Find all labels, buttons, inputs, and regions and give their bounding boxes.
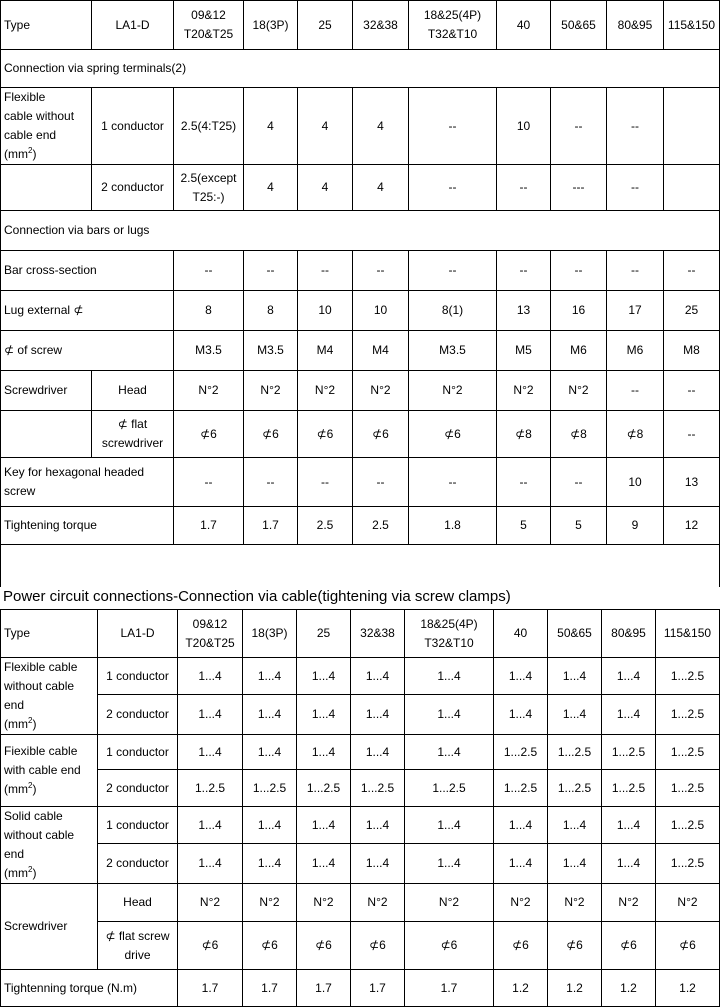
- table-cell: M3.5: [244, 331, 298, 371]
- table-cell: --: [607, 165, 664, 211]
- model-header: LA1-D: [98, 610, 178, 658]
- table-cell: N°2: [548, 884, 602, 922]
- blank-row: [1, 545, 720, 587]
- torque-label: Tightening torque: [1, 507, 174, 545]
- table-cell: 4: [298, 88, 353, 165]
- table-cell: 1...4: [602, 807, 656, 844]
- table-cell: ⊄6: [602, 922, 656, 970]
- table-cell: N°2: [656, 884, 720, 922]
- table-row: [1, 658, 720, 695]
- table-cell: 1...4: [178, 695, 243, 735]
- row-sub-label: 2 conductor: [98, 770, 178, 807]
- table-cell: N°2: [297, 884, 351, 922]
- table-cell: --: [353, 458, 409, 507]
- table-cell: N°2: [494, 884, 548, 922]
- table-cell: ⊄8: [551, 411, 607, 458]
- table-cell: 1...4: [297, 658, 351, 695]
- table-cell: 1...4: [178, 658, 243, 695]
- header-row: [1, 1, 720, 50]
- table-cell: 10: [298, 291, 353, 331]
- table-cell: --: [497, 251, 551, 291]
- table-cell: 1...4: [494, 844, 548, 884]
- row-sub-label: 2 conductor: [98, 695, 178, 735]
- table-cell: ⊄6: [297, 922, 351, 970]
- column-header: 18&25(4P) T32&T10: [405, 610, 494, 658]
- table-cell: 4: [298, 165, 353, 211]
- table-cell: --: [409, 165, 497, 211]
- table-cell: 1...4: [297, 844, 351, 884]
- column-header: 50&65: [548, 610, 602, 658]
- table-cell: N°2: [243, 884, 297, 922]
- table-cell: 1.7: [297, 970, 351, 1007]
- torque-label: Tightenning torque (N.m): [1, 970, 178, 1007]
- column-header: 18&25(4P) T32&T10: [409, 1, 497, 50]
- table-row: [1, 807, 720, 844]
- table-cell: 1...4: [243, 695, 297, 735]
- table-cell: ⊄6: [178, 922, 243, 970]
- table-cell: 1.2: [656, 970, 720, 1007]
- table-cell: 1.2: [548, 970, 602, 1007]
- table-cell: --: [551, 88, 607, 165]
- table-row: [1, 371, 720, 411]
- table-cell: M3.5: [174, 331, 244, 371]
- table-row: [1, 411, 720, 458]
- row-sub-label: 2 conductor: [98, 844, 178, 884]
- table-cell: 1...4: [351, 844, 405, 884]
- table-cell: 1...4: [351, 695, 405, 735]
- table-cell: 2.5: [298, 507, 353, 545]
- table-cell: 1...4: [405, 695, 494, 735]
- table-cell: 1...4: [297, 735, 351, 770]
- section-bars-title: Connection via bars or lugs: [1, 211, 720, 251]
- row-sub-label: 1 conductor: [92, 88, 174, 165]
- table-cell: 1...4: [297, 695, 351, 735]
- table-cell: N°2: [174, 371, 244, 411]
- table-cell: 1...4: [351, 658, 405, 695]
- table-cell: --: [244, 458, 298, 507]
- table-cell: --: [664, 251, 720, 291]
- table-cell: --: [551, 251, 607, 291]
- table-cell: --: [409, 251, 497, 291]
- table-cell: N°2: [405, 884, 494, 922]
- row-sub-label: Head: [92, 371, 174, 411]
- table-cell: N°2: [353, 371, 409, 411]
- table-cell: 1.7: [405, 970, 494, 1007]
- table-cell: 1...4: [548, 695, 602, 735]
- table-cell: ⊄8: [607, 411, 664, 458]
- table-cell: 1...2.5: [548, 735, 602, 770]
- table-row: [1, 922, 720, 970]
- table-cell: 1...4: [405, 844, 494, 884]
- table-cell: ---: [551, 165, 607, 211]
- table-row: [1, 507, 720, 545]
- column-header: 80&95: [607, 1, 664, 50]
- table-cell: 8: [174, 291, 244, 331]
- table-row: [1, 165, 720, 211]
- table-cell: ⊄6: [244, 411, 298, 458]
- column-header: 40: [494, 610, 548, 658]
- table-cell: 10: [353, 291, 409, 331]
- table-cell: --: [174, 458, 244, 507]
- column-header: 18(3P): [244, 1, 298, 50]
- table-cell: 1.2: [602, 970, 656, 1007]
- table-cell: 1...2.5: [494, 770, 548, 807]
- table-cell: 1...2.5: [602, 735, 656, 770]
- table-cell: 1...4: [405, 658, 494, 695]
- table-cell: 4: [244, 88, 298, 165]
- table-cell: 1...2.5: [656, 695, 720, 735]
- table-cell: M8: [664, 331, 720, 371]
- empty-cell: [1, 165, 92, 211]
- column-header: 115&150: [656, 610, 720, 658]
- section-2-title: Power circuit connections-Connection via cable(tightening via screw clamps): [3, 588, 511, 605]
- table-cell: 10: [607, 458, 664, 507]
- table-cell: ⊄6: [548, 922, 602, 970]
- column-header: 25: [298, 1, 353, 50]
- table-cell: ⊄6: [494, 922, 548, 970]
- table-cell: 1...2.5: [602, 770, 656, 807]
- table-cell: 1...2.5: [656, 770, 720, 807]
- table-cell: --: [409, 458, 497, 507]
- empty-cell: [1, 411, 92, 458]
- column-header: 32&38: [353, 1, 409, 50]
- table-cell: 4: [353, 88, 409, 165]
- table-cell: 1.7: [178, 970, 243, 1007]
- table-cell: 1...2.5: [548, 770, 602, 807]
- type-header: Type: [1, 610, 98, 658]
- table-cell: 1...2.5: [656, 807, 720, 844]
- cable-group-label: Flexible cable without cable end $(mm^2)$: [1, 658, 98, 735]
- table-cell: --: [607, 371, 664, 411]
- blank-cell: [1, 545, 720, 587]
- table-cell: 10: [497, 88, 551, 165]
- table-row: [1, 291, 720, 331]
- table-cell: --: [607, 88, 664, 165]
- column-header: 50&65: [551, 1, 607, 50]
- table-cell: 1...4: [602, 844, 656, 884]
- row-sub-label: 1 conductor: [98, 658, 178, 695]
- table-cell: 1...4: [351, 735, 405, 770]
- table-row: [1, 458, 720, 507]
- table-cell: 1.2: [494, 970, 548, 1007]
- column-header: 09&12 T20&T25: [174, 1, 244, 50]
- table-row: [1, 844, 720, 884]
- table-cell: [664, 165, 720, 211]
- table-cell: M6: [551, 331, 607, 371]
- table-cell: 1...4: [243, 807, 297, 844]
- table-cell: 1...4: [405, 735, 494, 770]
- row-sub-label: 2 conductor: [92, 165, 174, 211]
- table-cell: 1...4: [602, 695, 656, 735]
- table-cell: 2.5(except T25:-): [174, 165, 244, 211]
- table-cell: 8: [244, 291, 298, 331]
- table-cell: 1...4: [602, 658, 656, 695]
- table-cell: 1...2.5: [297, 770, 351, 807]
- table-cell: 1...4: [178, 844, 243, 884]
- header-row: [1, 610, 720, 658]
- column-header: 25: [297, 610, 351, 658]
- column-header: 32&38: [351, 610, 405, 658]
- row-sub-label: Head: [98, 884, 178, 922]
- table-cell: 1...4: [297, 807, 351, 844]
- row-sub-label: ⊄ flat screwdriver: [92, 411, 174, 458]
- table-cell: N°2: [178, 884, 243, 922]
- table-cell: 1...4: [494, 658, 548, 695]
- table-cell: 4: [353, 165, 409, 211]
- table-cell: ⊄6: [656, 922, 720, 970]
- table-cell: --: [497, 458, 551, 507]
- table-cell: M4: [353, 331, 409, 371]
- table-cell: 1...4: [351, 807, 405, 844]
- table-cell: 1...4: [243, 658, 297, 695]
- table-cell: N°2: [497, 371, 551, 411]
- model-header: LA1-D: [92, 1, 174, 50]
- row-sub-label: 1 conductor: [98, 735, 178, 770]
- table-cell: --: [664, 371, 720, 411]
- table-cell: 25: [664, 291, 720, 331]
- table-cell: 1.7: [243, 970, 297, 1007]
- section-row: [1, 211, 720, 251]
- table-cell: --: [298, 251, 353, 291]
- screwdriver-label: Screwdriver: [1, 884, 98, 970]
- table-cell: N°2: [409, 371, 497, 411]
- table-cell: 1...4: [494, 695, 548, 735]
- table-cell: --: [298, 458, 353, 507]
- table-row: [1, 735, 720, 770]
- table-cell: 1.7: [174, 507, 244, 545]
- table-cell: 1...2.5: [656, 844, 720, 884]
- table-cell: M3.5: [409, 331, 497, 371]
- table-cell: 16: [551, 291, 607, 331]
- table-cell: --: [353, 251, 409, 291]
- table-cell: 1...4: [243, 735, 297, 770]
- column-header: 09&12 T20&T25: [178, 610, 243, 658]
- table-cell: 9: [607, 507, 664, 545]
- table-row: [1, 884, 720, 922]
- table-row: [1, 88, 720, 165]
- table-cell: ⊄8: [497, 411, 551, 458]
- screwdriver-label: Screwdriver: [1, 371, 92, 411]
- table-cell: 4: [244, 165, 298, 211]
- table-cell: --: [497, 165, 551, 211]
- column-header: 18(3P): [243, 610, 297, 658]
- bar-label: Bar cross-section: [1, 251, 174, 291]
- table-cell: 1...4: [178, 807, 243, 844]
- column-header: 40: [497, 1, 551, 50]
- table-cell: 1...4: [548, 658, 602, 695]
- table-cell: 8(1): [409, 291, 497, 331]
- table-cell: --: [551, 458, 607, 507]
- table-cell: 1.7: [244, 507, 298, 545]
- key-label: Key for hexagonal headed screw: [1, 458, 174, 507]
- section-spring-title: Connection via spring terminals(2): [1, 50, 720, 88]
- section-row: [1, 50, 720, 88]
- table-cell: ⊄6: [174, 411, 244, 458]
- cable-group-label: Fiexible cable with cable end $(mm^2)$: [1, 735, 98, 807]
- table-cell: 1...4: [243, 844, 297, 884]
- table-cell: 13: [497, 291, 551, 331]
- table-cell: 12: [664, 507, 720, 545]
- table-cell: 1...4: [548, 807, 602, 844]
- screw-clamp-table: [0, 609, 720, 1007]
- row-sub-label: 1 conductor: [98, 807, 178, 844]
- table-cell: 1...2.5: [405, 770, 494, 807]
- table-row: [1, 251, 720, 291]
- table-cell: [664, 88, 720, 165]
- table-cell: ⊄6: [353, 411, 409, 458]
- table-cell: 1...2.5: [243, 770, 297, 807]
- table-cell: 1...4: [178, 735, 243, 770]
- table-cell: M4: [298, 331, 353, 371]
- table-cell: N°2: [351, 884, 405, 922]
- lug-label: Lug external ⊄: [1, 291, 174, 331]
- table-cell: N°2: [551, 371, 607, 411]
- table-row: [1, 770, 720, 807]
- table-cell: 2.5(4:T25): [174, 88, 244, 165]
- table-cell: ⊄6: [405, 922, 494, 970]
- flexible-cable-label: Flexible cable without cable end $(mm^2)$: [1, 88, 92, 165]
- screw-label: ⊄ of screw: [1, 331, 174, 371]
- column-header: 80&95: [602, 610, 656, 658]
- table-cell: N°2: [298, 371, 353, 411]
- table-cell: 1...2.5: [656, 658, 720, 695]
- table-cell: 17: [607, 291, 664, 331]
- table-cell: --: [664, 411, 720, 458]
- table-cell: 1.8: [409, 507, 497, 545]
- table-cell: 5: [497, 507, 551, 545]
- table-cell: 1...2.5: [351, 770, 405, 807]
- table-cell: M6: [607, 331, 664, 371]
- cable-group-label: Solid cable without cable end $(mm^2)$: [1, 807, 98, 884]
- table-cell: ⊄6: [351, 922, 405, 970]
- table-cell: ⊄6: [243, 922, 297, 970]
- table-cell: N°2: [602, 884, 656, 922]
- table-cell: 1...4: [548, 844, 602, 884]
- row-sub-label: ⊄ flat screw drive: [98, 922, 178, 970]
- table-cell: 2.5: [353, 507, 409, 545]
- table-cell: --: [244, 251, 298, 291]
- table-cell: ⊄6: [409, 411, 497, 458]
- table-cell: 1...2.5: [494, 735, 548, 770]
- table-cell: 5: [551, 507, 607, 545]
- table-cell: --: [174, 251, 244, 291]
- table-cell: 1...4: [494, 807, 548, 844]
- table-cell: ⊄6: [298, 411, 353, 458]
- column-header: 115&150: [664, 1, 720, 50]
- table-cell: --: [409, 88, 497, 165]
- table-cell: 1...4: [405, 807, 494, 844]
- table-cell: 1...2.5: [656, 735, 720, 770]
- table-cell: 1..2.5: [178, 770, 243, 807]
- table-row: [1, 331, 720, 371]
- table-cell: N°2: [244, 371, 298, 411]
- table-row: [1, 695, 720, 735]
- table-row: [1, 970, 720, 1007]
- table-cell: M5: [497, 331, 551, 371]
- table-cell: --: [607, 251, 664, 291]
- table-cell: 1.7: [351, 970, 405, 1007]
- type-header: Type: [1, 1, 92, 50]
- table-cell: 13: [664, 458, 720, 507]
